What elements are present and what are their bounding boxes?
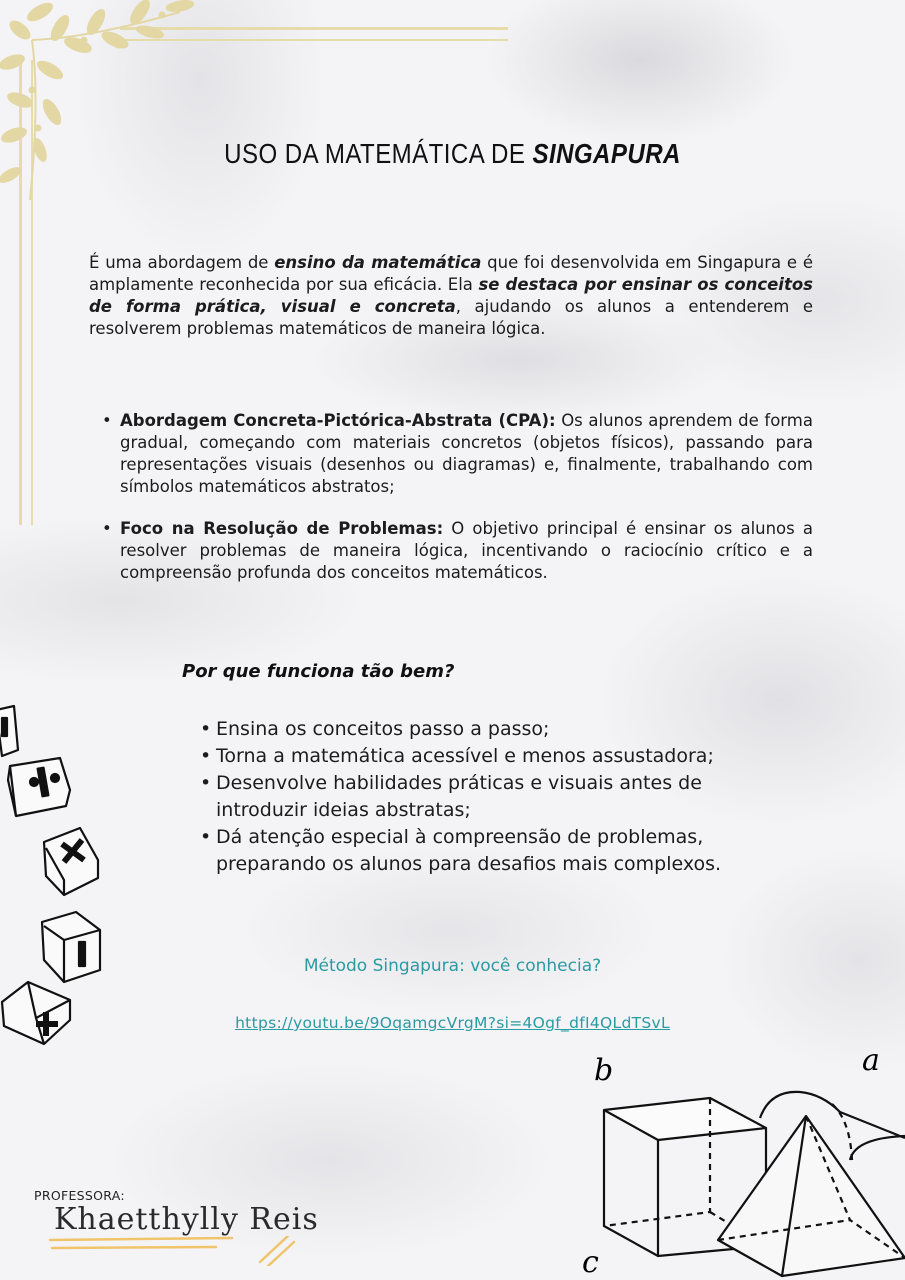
why-item: • Dá atenção especial à compreensão de problemas, preparando os alunos para desafios mais complexos. <box>198 824 738 878</box>
key-point-text: O objetivo principal é ensinar os alunos a resolver problemas de maneira lógica, incentivando o raciocínio crítico e a compreensão profunda dos conceitos matemáticos. <box>120 519 814 582</box>
professor-label: PROFESSORA: <box>34 1188 125 1203</box>
professor-name: Khaetthylly Reis <box>54 1202 319 1237</box>
why-item: • Ensina os conceitos passo a passo; <box>198 716 738 743</box>
why-list <box>198 716 738 878</box>
shape-label-a: a <box>862 1043 880 1078</box>
page-title <box>63 138 841 170</box>
dice-plus-icon <box>2 982 70 1044</box>
dice-minus-icon <box>0 706 18 756</box>
title-emphasis: SINGAPURA <box>532 138 681 169</box>
signature-underline-icon <box>46 1236 296 1266</box>
key-point-text: Os alunos aprendem de forma gradual, começando com materiais concretos (objetos físicos), passando para representações visuais (desenhos ou diagramas) e, finalmente, trabalhando com símbolos matemáticos abstratos; <box>120 411 813 496</box>
intro-text-3: , ajudando os alunos a entenderem e resolverem problemas matemáticos de maneira lógica. <box>89 297 813 338</box>
intro-emphasis-2: se destaca por ensinar os conceitos de forma prática, visual e concreta <box>89 275 813 316</box>
intro-text-2: que foi desenvolvida em Singapura e é amplamente reconhecida por sua eficácia. Ela <box>89 253 813 294</box>
dice-divide-icon <box>8 758 70 816</box>
shape-label-c: c <box>582 1245 599 1280</box>
key-point-cpa <box>100 410 813 498</box>
geometric-shapes-illustration <box>560 1040 905 1280</box>
why-item: • Torna a matemática acessível e menos assustadora; <box>198 743 738 770</box>
intro-text-1: É uma abordagem de <box>89 253 275 272</box>
leaf-garland-icon <box>0 0 200 200</box>
key-point-term: Foco na Resolução de Problemas: <box>120 519 444 538</box>
shape-label-b: b <box>594 1053 614 1088</box>
why-heading: Por que funciona tão bem? <box>182 661 455 682</box>
key-point-term: Abordagem Concreta-Pictórica-Abstrata (CPA): <box>120 411 556 430</box>
dice-multiply-icon <box>44 828 98 895</box>
video-caption: Método Singapura: você conhecia? <box>303 956 602 976</box>
key-points-list <box>100 410 813 584</box>
intro-paragraph <box>89 252 813 340</box>
title-regular: USO DA MATEMÁTICA DE <box>224 138 533 169</box>
intro-emphasis-1: ensino da matemática <box>274 253 482 272</box>
dice-minus-icon-2 <box>42 912 100 982</box>
math-dice-illustration <box>0 690 120 1050</box>
key-point-problem-solving <box>100 518 813 584</box>
video-link[interactable]: https://youtu.be/9OqamgcVrgM?si=4Ogf_dfI4QLdTSvL <box>235 1014 670 1032</box>
why-item: • Desenvolve habilidades práticas e visuais antes de introduzir ideias abstratas; <box>198 770 738 824</box>
